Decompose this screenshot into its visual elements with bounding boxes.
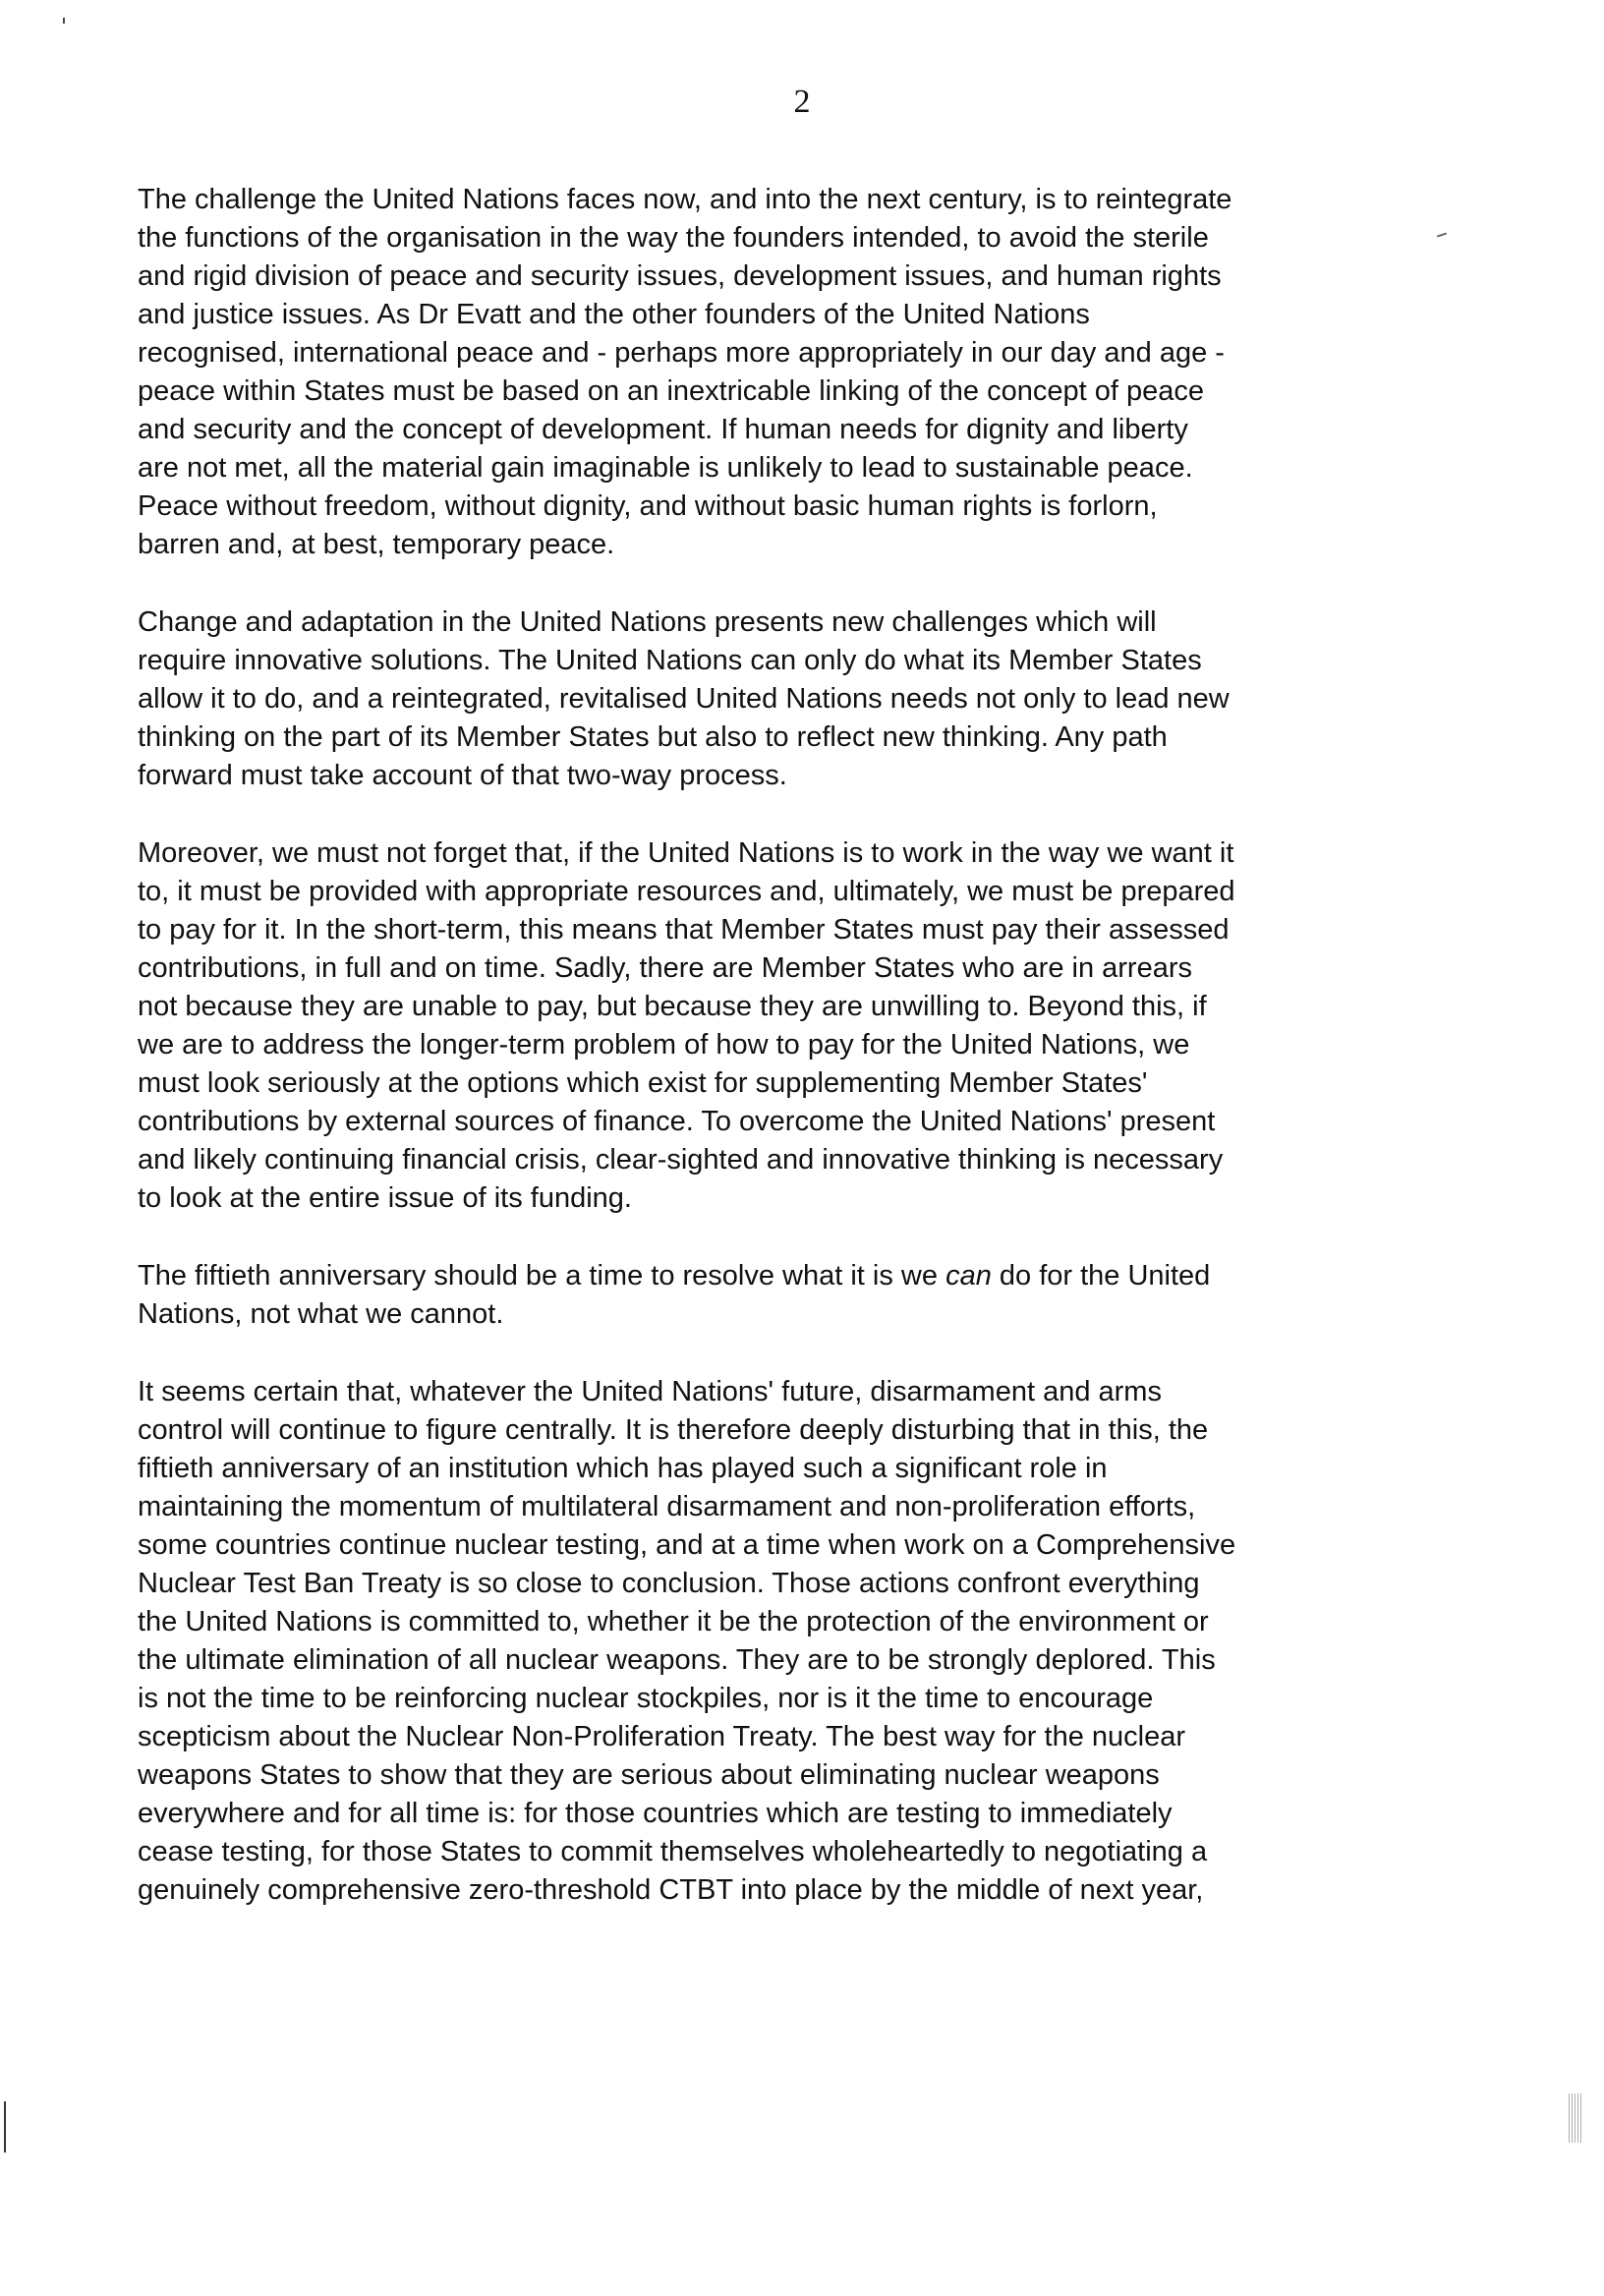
paragraph-disarmament <box>138 1373 1445 1910</box>
text-line: the functions of the organisation in the way the founders intended, to avoid the sterile <box>138 222 1209 254</box>
scan-artifact-stripes <box>1569 2094 1582 2143</box>
text-line: The challenge the United Nations faces now, and into the next century, is to reintegrate <box>138 184 1232 215</box>
text-line: fiftieth anniversary of an institution which has played such a significant role in <box>138 1453 1108 1484</box>
text-line: recognised, international peace and - perhaps more appropriately in our day and age - <box>138 337 1225 369</box>
text-line: to pay for it. In the short-term, this means that Member States must pay their assessed <box>138 914 1230 946</box>
text-line: scepticism about the Nuclear Non-Proliferation Treaty. The best way for the nuclear <box>138 1721 1185 1752</box>
text-line: must look seriously at the options which exist for supplementing Member States' <box>138 1067 1148 1099</box>
text-line: to, it must be provided with appropriate resources and, ultimately, we must be prepared <box>138 876 1235 907</box>
text-line: genuinely comprehensive zero-threshold CTBT into place by the middle of next year, <box>138 1874 1204 1906</box>
scan-margin-mark <box>4 2101 6 2152</box>
document-body <box>138 181 1445 1949</box>
text-line: the ultimate elimination of all nuclear weapons. They are to be strongly deplored. This <box>138 1644 1216 1676</box>
text-line: Nuclear Test Ban Treaty is so close to conclusion. Those actions confront everything <box>138 1568 1200 1599</box>
page-number: 2 <box>793 84 811 120</box>
text-line: cease testing, for those States to commit themselves wholeheartedly to negotiating a <box>138 1836 1208 1867</box>
text-line: weapons States to show that they are serious about eliminating nuclear weapons <box>138 1759 1160 1791</box>
paragraph-un-challenge <box>138 181 1445 564</box>
text-line: It seems certain that, whatever the United Nations' future, disarmament and arms <box>138 1376 1162 1407</box>
text-line: thinking on the part of its Member States but also to reflect new thinking. Any path <box>138 721 1168 753</box>
text-run: The fiftieth anniversary should be a time to resolve what it is we <box>138 1260 946 1292</box>
text-line: we are to address the longer-term problem of how to pay for the United Nations, we <box>138 1029 1190 1061</box>
text-line: and likely continuing financial crisis, clear-sighted and innovative thinking is necessary <box>138 1144 1224 1176</box>
text-line: maintaining the momentum of multilateral disarmament and non-proliferation efforts, <box>138 1491 1196 1522</box>
text-line: Nations, not what we cannot. <box>138 1298 504 1330</box>
text-line: some countries continue nuclear testing, and at a time when work on a Comprehensive <box>138 1529 1236 1561</box>
text-line: contributions by external sources of finance. To overcome the United Nations' present <box>138 1106 1216 1137</box>
text-line: Peace without freedom, without dignity, and without basic human rights is forlorn, <box>138 490 1158 522</box>
text-line: and security and the concept of development. If human needs for dignity and liberty <box>138 414 1188 445</box>
text-line: barren and, at best, temporary peace. <box>138 529 615 560</box>
text-line: Change and adaptation in the United Nations presents new challenges which will <box>138 606 1157 638</box>
emphasized-word: can <box>945 1260 992 1292</box>
text-line: contributions, in full and on time. Sadly, there are Member States who are in arrears <box>138 952 1192 984</box>
paragraph-fiftieth-anniversary <box>138 1257 1445 1334</box>
text-line: not because they are unable to pay, but because they are unwilling to. Beyond this, if <box>138 991 1207 1022</box>
text-line: and justice issues. As Dr Evatt and the other founders of the United Nations <box>138 299 1090 330</box>
text-line: Moreover, we must not forget that, if the United Nations is to work in the way we want it <box>138 837 1234 869</box>
paragraph-change-adaptation <box>138 603 1445 795</box>
text-line: are not met, all the material gain imaginable is unlikely to lead to sustainable peace. <box>138 452 1193 484</box>
text-line: require innovative solutions. The United Nations can only do what its Member States <box>138 645 1202 676</box>
paragraph-resources-funding <box>138 834 1445 1218</box>
text-line: is not the time to be reinforcing nuclear stockpiles, nor is it the time to encourage <box>138 1683 1154 1714</box>
text-line <box>138 1257 1445 1295</box>
text-line: the United Nations is committed to, whether it be the protection of the environment or <box>138 1606 1209 1637</box>
text-line: allow it to do, and a reintegrated, revitalised United Nations needs not only to lead new <box>138 683 1230 715</box>
text-line: control will continue to figure centrally. It is therefore deeply disturbing that in this, the <box>138 1414 1209 1446</box>
text-line: forward must take account of that two-way process. <box>138 760 787 791</box>
text-run: do for the United <box>991 1260 1211 1292</box>
text-line: and rigid division of peace and security issues, development issues, and human rights <box>138 260 1222 292</box>
scan-speck <box>63 18 65 24</box>
text-line: to look at the entire issue of its funding. <box>138 1182 632 1214</box>
text-line: peace within States must be based on an inextricable linking of the concept of peace <box>138 375 1204 407</box>
text-line: everywhere and for all time is: for those countries which are testing to immediately <box>138 1798 1173 1829</box>
